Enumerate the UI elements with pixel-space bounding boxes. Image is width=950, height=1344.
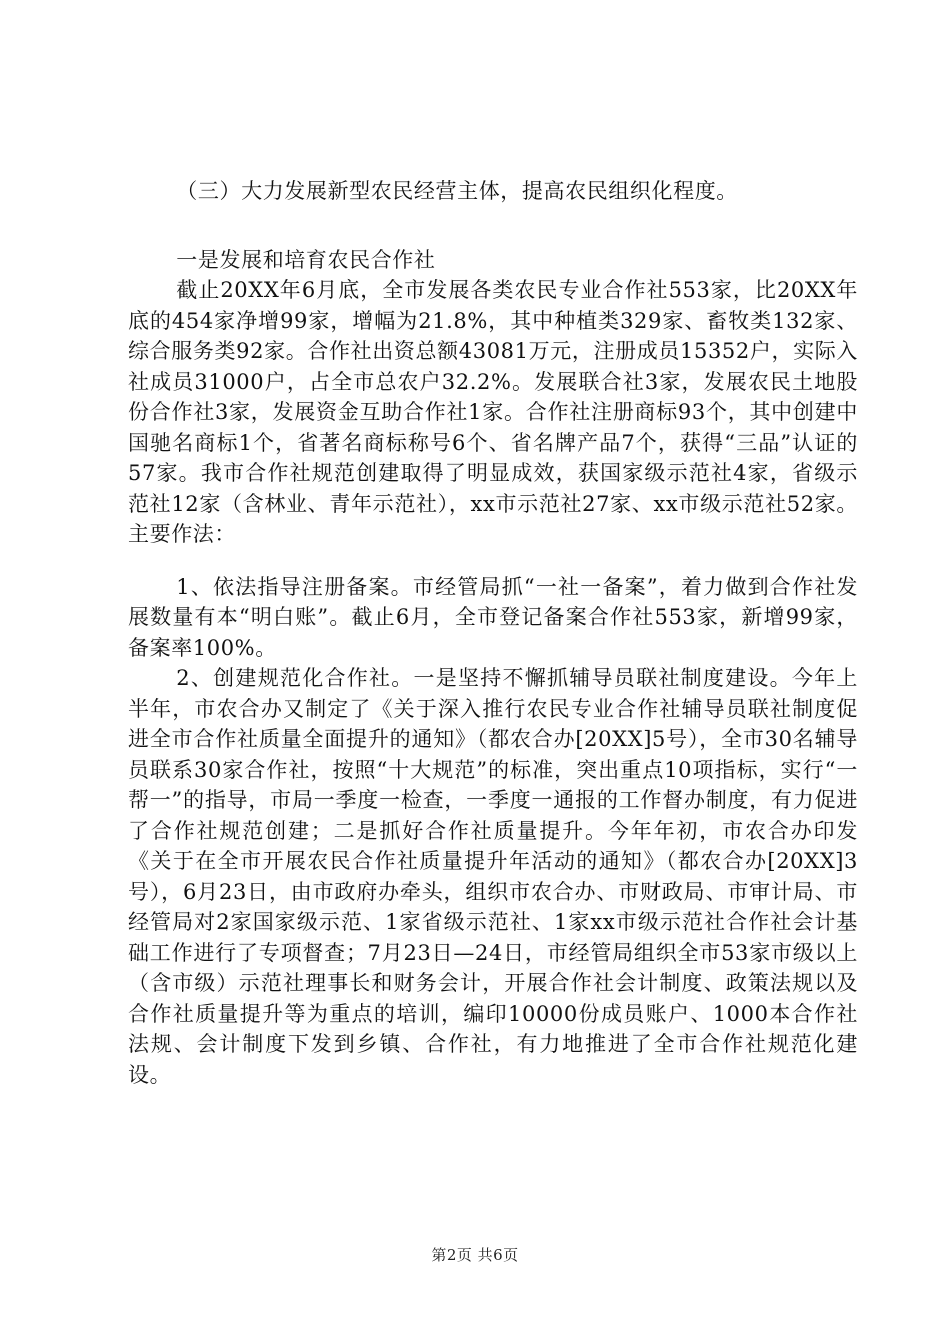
- body-paragraph-3: 2、创建规范化合作社。一是坚持不懈抓辅导员联社制度建设。今年上半年，市农合办又制定了《关于深入推行农民专业合作社辅导员联社制度促进全市合作社质量全面提升的通知》（都农合办[20XX]5号），全市30名辅导员联系30家合作社，按照“十大规范”的标准，突出重点10项指标，实行“一帮一”的指导，市局一季度一检查，一季度一通报的工作督办制度，有力促进了合作社规范创建；二是抓好合作社质量提升。今年年初，市农合办印发《关于在全市开展农民合作社质量提升年活动的通知》（都农合办[20XX]3号），6月23日，由市政府办牵头，组织市农合办、市财政局、市审计局、市经管局对2家国家级示范、1家省级示范社、1家xx市级示范社合作社会计基础工作进行了专项督查；7月23日—24日，市经管局组织全市53家市级以上（含市级）示范社理事长和财务会计，开展合作社会计制度、政策法规以及合作社质量提升等为重点的培训，编印10000份成员账户、1000本合作社法规、会计制度下发到乡镇、合作社，有力地推进了全市合作社规范化建设。: [128, 666, 858, 1087]
- section-heading: （三）大力发展新型农民经营主体，提高农民组织化程度。: [176, 179, 738, 203]
- body-paragraph-1: 截止20XX年6月底，全市发展各类农民专业合作社553家，比20XX年底的454家净增99家，增幅为21.8%，其中种植类329家、畜牧类132家、综合服务类92家。合作社出资总额43081万元，注册成员15352户，实际入社成员31000户，占全市总农户32.2%。发展联合社3家，发展农民土地股份合作社3家，发展资金互助合作社1家。合作社注册商标93个，其中创建中国驰名商标1个，省著名商标称号6个、省名牌产品7个，获得“三品”认证的57家。我市合作社规范创建取得了明显成效，获国家级示范社4家，省级示范社12家（含林业、青年示范社），xx市示范社27家、xx市级示范社52家。主要作法：: [128, 278, 858, 546]
- page-number-footer: 第2页 共6页: [431, 1246, 519, 1264]
- document-body: [128, 176, 858, 1090]
- body-paragraph-2: 1、依法指导注册备案。市经管局抓“一社一备案”，着力做到合作社发展数量有本“明白账”。截止6月，全市登记备案合作社553家，新增99家，备案率100%。: [128, 574, 858, 660]
- subsection-heading: 一是发展和培育农民合作社: [176, 247, 436, 272]
